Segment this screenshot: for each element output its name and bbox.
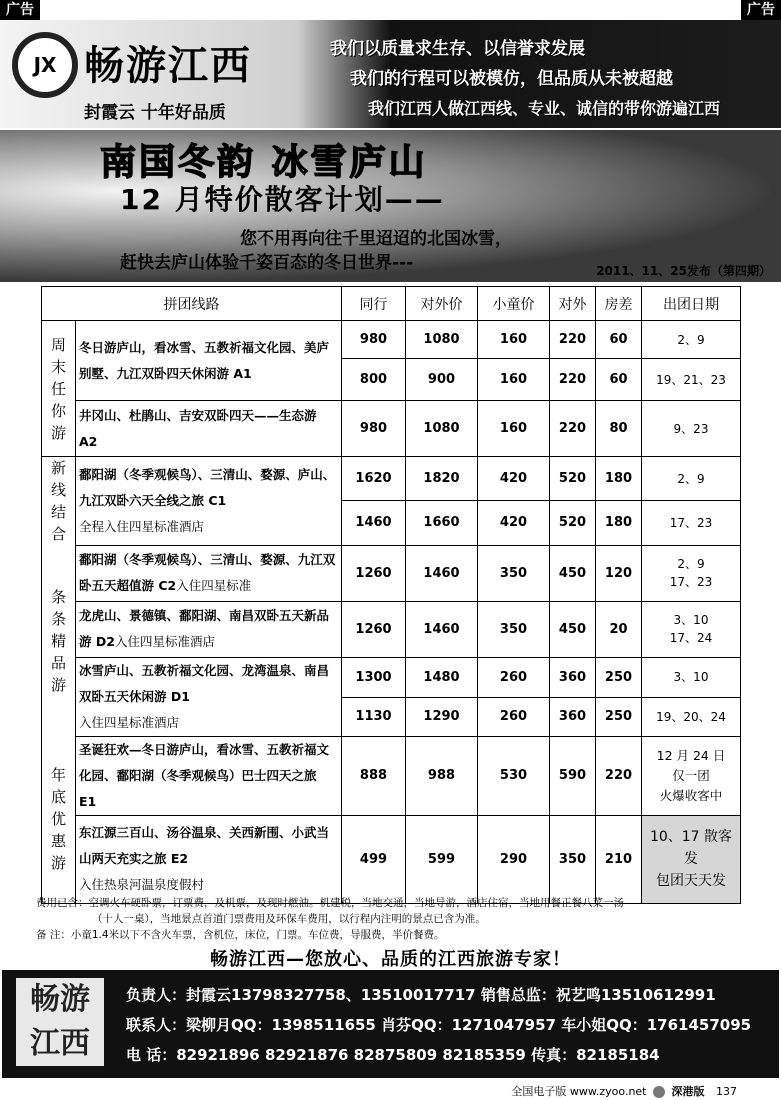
- cell-public: 1460: [406, 601, 478, 657]
- slogan-2: 我们的行程可以被模仿，但品质从未被超越: [350, 69, 673, 89]
- header-route: 拼团线路: [42, 287, 342, 321]
- cell-public: 988: [406, 736, 478, 815]
- cell-child-public: 450: [550, 545, 596, 601]
- contact-line-1: 负责人：封霞云13798327758、13510017717 销售总监：祝艺鸣13510612991: [126, 986, 716, 1004]
- table-row: [42, 321, 741, 359]
- cell-dates: 9、23: [642, 401, 741, 457]
- cell-public: 900: [406, 359, 478, 401]
- cell-child-public: 360: [550, 698, 596, 737]
- cell-peer: 1460: [342, 501, 406, 545]
- fee-note-line-1: 费用已含：空调火车硬卧票，订票费，及机票，及现时燃油。机建税，当地交通，当地导游，酒店住宿，当地用餐正餐八菜一汤: [36, 897, 624, 909]
- cell-public: 599: [406, 815, 478, 903]
- footer-slogan: 畅游江西—您放心、品质的江西旅游专家！: [210, 949, 571, 970]
- contact-panel: [2, 970, 779, 1078]
- category-weekend: 周末任你游: [42, 321, 76, 457]
- cell-dates: 19、20、24: [642, 698, 741, 737]
- route-a2: 井冈山、杜鹃山、吉安双卧四天——生态游 A2: [76, 401, 342, 457]
- table-row: [42, 457, 741, 501]
- brand-subtitle: 封霞云 十年好品质: [84, 103, 226, 123]
- cell-child: 160: [478, 321, 550, 359]
- cell-child-public: 360: [550, 657, 596, 698]
- route-d1: 冰雪庐山、五教祈福文化园、龙湾温泉、南昌双卧五天休闲游 D1 入住四星标准酒店: [76, 657, 342, 736]
- cell-room: 80: [596, 401, 642, 457]
- banner-subtitle: 12 月特价散客计划——: [120, 183, 445, 216]
- cell-dates: 2、9: [642, 457, 741, 501]
- cell-child-public: 220: [550, 359, 596, 401]
- cell-child: 160: [478, 401, 550, 457]
- ad-tag-left: 广告: [0, 0, 40, 20]
- table-row: [42, 401, 741, 457]
- slogan-1: 我们以质量求生存、以信誉求发展: [330, 39, 585, 59]
- cell-room: 20: [596, 601, 642, 657]
- snow-mountain-banner: [0, 130, 781, 282]
- cell-dates: 10、17 散客发 包团天天发: [642, 815, 741, 903]
- cell-peer: 1260: [342, 545, 406, 601]
- brand-name: 畅游江西: [84, 42, 252, 89]
- cell-child-public: 590: [550, 736, 596, 815]
- cell-child: 160: [478, 359, 550, 401]
- header-dates: 出团日期: [642, 287, 741, 321]
- banner-title: 南国冬韵 冰雪庐山: [100, 141, 428, 183]
- table-row: [42, 601, 741, 657]
- cell-peer: 980: [342, 401, 406, 457]
- contact-line-2: 联系人：梁柳月QQ：1398511655 肖芬QQ：1271047957 车小姐QQ：1761457095: [126, 1016, 752, 1034]
- route-a1: 冬日游庐山，看冰雪、五教祈福文化园、美庐别墅、九江双卧四天休闲游 A1: [76, 321, 342, 401]
- publish-date: 2011、11、25发布（第四期）: [596, 264, 771, 278]
- price-table: [41, 286, 740, 890]
- cell-dates: 12 月 24 日 仅一团 火爆收客中: [642, 736, 741, 815]
- header-child: 小童价: [478, 287, 550, 321]
- route-d2: 龙虎山、景德镇、鄱阳湖、南昌双卧五天新品游 D2入住四星标准酒店: [76, 601, 342, 657]
- cell-child: 260: [478, 657, 550, 698]
- cell-room: 210: [596, 815, 642, 903]
- cell-public: 1460: [406, 545, 478, 601]
- banner-line-2: 赶快去庐山体验千姿百态的冬日世界---: [120, 253, 414, 273]
- cell-public: 1080: [406, 321, 478, 359]
- cell-peer: 1130: [342, 698, 406, 737]
- cell-public: 1480: [406, 657, 478, 698]
- cell-dates: 2、9 17、23: [642, 545, 741, 601]
- cell-child: 260: [478, 698, 550, 737]
- cell-public: 1080: [406, 401, 478, 457]
- calligraphy-logo-icon: 畅游江西: [16, 978, 104, 1066]
- cell-child: 350: [478, 545, 550, 601]
- brand-logo-icon: JX: [12, 32, 78, 98]
- cell-child: 350: [478, 601, 550, 657]
- cell-room: 220: [596, 736, 642, 815]
- header-banner: [0, 20, 781, 128]
- cell-child: 290: [478, 815, 550, 903]
- table-row: [42, 815, 741, 903]
- fee-note-line-2: （十人一桌），当地景点首道门票费用及环保车费用，以行程内注明的景点已含为准。: [92, 913, 486, 925]
- table-row: [42, 545, 741, 601]
- category-new-line: 新线结合: [42, 457, 76, 546]
- cell-peer: 1260: [342, 601, 406, 657]
- cell-room: 60: [596, 359, 642, 401]
- cell-public: 1290: [406, 698, 478, 737]
- cell-dates: 17、23: [642, 501, 741, 545]
- globe-icon: [653, 1086, 665, 1098]
- table-row: [42, 736, 741, 815]
- cell-public: 1820: [406, 457, 478, 501]
- ad-tag-right: 广告: [741, 0, 781, 20]
- cell-child-public: 350: [550, 815, 596, 903]
- edition-text: 深港版: [671, 1085, 705, 1098]
- cell-child-public: 520: [550, 501, 596, 545]
- bottom-bar: [511, 1083, 737, 1099]
- cell-child: 420: [478, 501, 550, 545]
- cell-room: 250: [596, 698, 642, 737]
- page-number: 137: [716, 1085, 737, 1098]
- header-child-public: 对外: [550, 287, 596, 321]
- category-premium: 条条精品游: [42, 545, 76, 736]
- site-text: 全国电子版 www.zyoo.net: [511, 1085, 647, 1098]
- route-e2: 东江源三百山、汤谷温泉、关西新围、小武当山两天充实之旅 E2 入住热泉河温泉度假村: [76, 815, 342, 903]
- remark-note: 备 注：小童1.4米以下不含火车票，含机位，床位，门票。车位费，导服费，半价餐费。: [36, 929, 445, 941]
- cell-child-public: 220: [550, 321, 596, 359]
- cell-dates: 3、10: [642, 657, 741, 698]
- cell-peer: 800: [342, 359, 406, 401]
- cell-dates: 19、21、23: [642, 359, 741, 401]
- cell-room: 180: [596, 457, 642, 501]
- route-c2: 鄱阳湖（冬季观候鸟）、三清山、婺源、九江双卧五天超值游 C2入住四星标准: [76, 545, 342, 601]
- cell-dates: 2、9: [642, 321, 741, 359]
- table-row: [42, 657, 741, 698]
- cell-room: 250: [596, 657, 642, 698]
- cell-peer: 1620: [342, 457, 406, 501]
- cell-child-public: 450: [550, 601, 596, 657]
- header-room: 房差: [596, 287, 642, 321]
- cell-room: 180: [596, 501, 642, 545]
- category-year-end: 年底优惠游: [42, 736, 76, 903]
- cell-child-public: 220: [550, 401, 596, 457]
- cell-peer: 980: [342, 321, 406, 359]
- cell-room: 120: [596, 545, 642, 601]
- table-header-row: [42, 287, 741, 321]
- cell-peer: 1300: [342, 657, 406, 698]
- contact-line-3: 电 话：82921896 82921876 82875809 82185359 传真：82185184: [126, 1046, 660, 1064]
- cell-child: 420: [478, 457, 550, 501]
- cell-public: 1660: [406, 501, 478, 545]
- header-public: 对外价: [406, 287, 478, 321]
- banner-line-1: 您不用再向往千里迢迢的北国冰雪，: [240, 229, 512, 249]
- cell-room: 60: [596, 321, 642, 359]
- cell-child: 530: [478, 736, 550, 815]
- cell-child-public: 520: [550, 457, 596, 501]
- route-e1: 圣诞狂欢—冬日游庐山，看冰雪、五教祈福文化园、鄱阳湖（冬季观候鸟）巴士四天之旅 E1: [76, 736, 342, 815]
- cell-peer: 499: [342, 815, 406, 903]
- cell-peer: 888: [342, 736, 406, 815]
- header-peer: 同行: [342, 287, 406, 321]
- cell-dates: 3、10 17、24: [642, 601, 741, 657]
- route-c1: 鄱阳湖（冬季观候鸟）、三清山、婺源、庐山、九江双卧六天全线之旅 C1 全程入住四星标准酒店: [76, 457, 342, 546]
- slogan-3: 我们江西人做江西线、专业、诚信的带你游遍江西: [368, 99, 721, 118]
